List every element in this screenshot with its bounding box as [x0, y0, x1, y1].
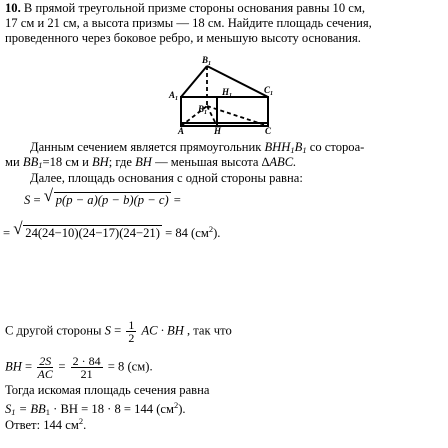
formula-symbol: S [24, 193, 31, 207]
superscript: 2 [208, 224, 214, 234]
solution-text: Данным сечением является прямоугольник [30, 140, 262, 154]
problem-text-1: В прямой треугольной призме стороны основания равны 10 см, [23, 1, 366, 15]
face-left [181, 97, 217, 123]
label-c: C [265, 126, 272, 136]
formula-operator: = [114, 323, 122, 338]
top-edge-b1-c1 [207, 66, 268, 97]
answer [5, 414, 86, 432]
hidden-base-bc [207, 106, 268, 126]
solution-text: со стороа- [309, 140, 365, 154]
formula-symbol: $S_1$ [5, 402, 16, 417]
sqrt-value: √ 24(24−10)(24−17)(24−21) [13, 219, 160, 240]
solution-text: , так что [186, 323, 232, 338]
problem-line-2: 17 см и 21 см, а высота призмы — 18 см. Найдите площадь сечения, [5, 16, 372, 30]
fraction-value: $\frac{2 \cdot 84}{21}$ [72, 354, 101, 381]
formula-operator: = [24, 359, 33, 374]
face-left-low [181, 97, 217, 123]
subscript: 1 [45, 407, 50, 417]
segment-bh: BH [91, 155, 109, 169]
formula-text: ). [178, 402, 186, 416]
solution-line-3: Далее, площадь основания с одной стороны равна: [30, 171, 303, 185]
formula-operator: = [33, 193, 41, 207]
rect-name: $BHH_1B_1$ [264, 140, 307, 155]
label-c1: $C_1$ [264, 85, 274, 97]
superscript: 2 [78, 416, 84, 426]
label-h1: $H_1$ [222, 87, 233, 99]
label-a: A [178, 126, 185, 136]
formula-result: = 84 (см [165, 226, 209, 240]
formula-bh [5, 355, 153, 380]
formula-text: AC · BH [141, 323, 184, 338]
solution-text: — меньшая высота [155, 155, 259, 169]
formula-symbol: BH [5, 359, 22, 374]
formula-symbol: S [104, 323, 111, 338]
label-h: H [214, 126, 222, 136]
segment-bh: BH [135, 155, 152, 169]
label-a1: $A_1$ [169, 90, 179, 102]
superscript: 2 [173, 400, 179, 410]
fraction-half: $\frac{1}{2}$ [128, 318, 135, 345]
formula-result: = 8 (см). [107, 359, 153, 374]
formula-operator: = [58, 359, 66, 374]
sqrt-heron: √ p(p − a)(p − b)(p − c) [43, 186, 169, 207]
solution-text: С другой стороны [5, 323, 102, 338]
formula-area-alt [5, 319, 232, 344]
problem-line-3: проведенного через боковое ребро, и меньшую высоту основания. [5, 31, 361, 45]
label-b1: $B_1$ [202, 55, 212, 67]
prism-body-right [217, 97, 268, 126]
solution-text: ми [5, 155, 20, 169]
top-edge-a1-b1 [181, 66, 207, 97]
segment-bb1: $BB_1$ [22, 155, 43, 170]
solution-text: =18 см и [42, 155, 89, 169]
triangle-abc: ∆ABC. [261, 155, 297, 169]
answer-text: Ответ: 144 см [5, 418, 79, 432]
problem-number: 10. [5, 1, 21, 15]
problem-line-1 [5, 1, 365, 15]
solution-line-2 [5, 155, 296, 172]
solution-text: ; где [108, 155, 132, 169]
answer-text: . [83, 418, 87, 432]
solution-line-8: Тогда искомая площадь сечения равна [5, 383, 210, 397]
fraction-2s-ac: $\frac{2S}{AC}$ [37, 354, 53, 381]
formula-text: · BH = 18 · 8 = 144 (см [53, 402, 174, 416]
label-b: $B_1$ [198, 104, 208, 116]
formula-text: ). [213, 226, 221, 240]
hidden-bh [207, 106, 217, 126]
formula-operator: = [173, 193, 181, 207]
formula-operator: = [3, 226, 11, 240]
formula-heron-value [3, 219, 221, 240]
formula-heron [24, 186, 181, 207]
prism-body-left [181, 97, 217, 126]
face-right [217, 97, 268, 123]
hidden-base-ab [181, 106, 207, 126]
formula-text: = BB [18, 402, 46, 416]
